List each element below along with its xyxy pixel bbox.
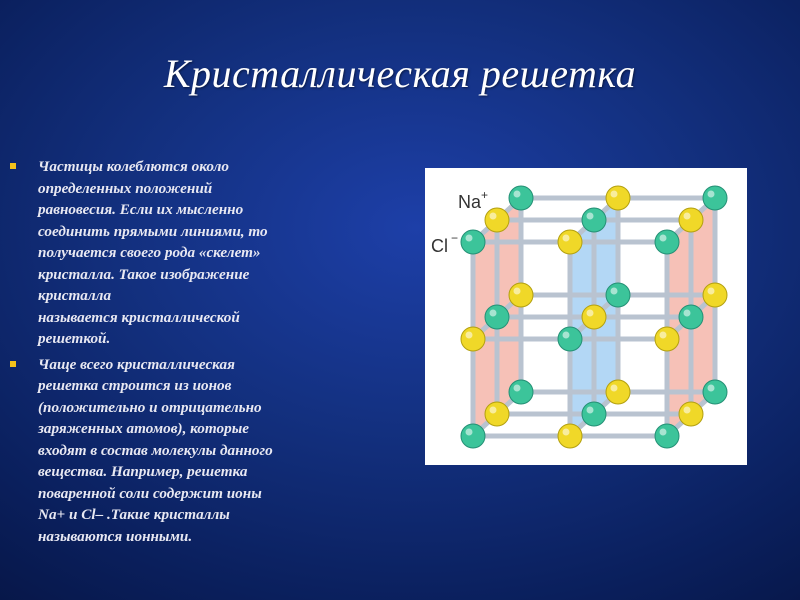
- cl-ion: [703, 380, 727, 404]
- ion-highlight: [611, 191, 618, 198]
- ion-highlight: [563, 332, 570, 339]
- ion-highlight: [660, 235, 667, 242]
- ion-highlight: [611, 288, 618, 295]
- cl-ion: [558, 327, 582, 351]
- cl-ion: [679, 305, 703, 329]
- bullet-marker-icon: [10, 163, 16, 169]
- ion-highlight: [587, 310, 594, 317]
- cl-ion: [655, 230, 679, 254]
- ion-highlight: [684, 213, 691, 220]
- ion-highlight: [490, 213, 497, 220]
- ion-highlight: [563, 235, 570, 242]
- cl-ion: [582, 208, 606, 232]
- bullet-marker-icon: [10, 361, 16, 367]
- na-ion: [558, 230, 582, 254]
- na-ion: [485, 402, 509, 426]
- ion-highlight: [514, 385, 521, 392]
- na-ion: [582, 305, 606, 329]
- legend-na-sup: +: [481, 188, 489, 202]
- na-ion: [606, 186, 630, 210]
- na-ion: [606, 380, 630, 404]
- ion-highlight: [708, 288, 715, 295]
- bullet-text: Частицы колеблются около определенных положений равновесия. Если их мысленно соединить прямыми линиями, то получается своего рода «скелет» кристалла. Такое изображение кристалла называется кристаллической решеткой.: [38, 158, 268, 347]
- cl-ion: [461, 230, 485, 254]
- ion-highlight: [587, 213, 594, 220]
- slide-title: Кристаллическая решетка: [163, 51, 637, 96]
- ion-highlight: [490, 310, 497, 317]
- cl-ion: [606, 283, 630, 307]
- ion-highlight: [563, 429, 570, 436]
- cl-ion: [655, 424, 679, 448]
- cl-ion: [582, 402, 606, 426]
- ion-highlight: [514, 288, 521, 295]
- ion-highlight: [708, 191, 715, 198]
- ion-highlight: [660, 332, 667, 339]
- legend-cl-sup: −: [451, 231, 459, 245]
- na-ion: [461, 327, 485, 351]
- ion-highlight: [490, 407, 497, 414]
- na-ion: [679, 208, 703, 232]
- ion-highlight: [684, 407, 691, 414]
- cl-ion: [703, 186, 727, 210]
- cl-ion: [485, 305, 509, 329]
- ion-highlight: [466, 429, 473, 436]
- ion-highlight: [466, 332, 473, 339]
- nacl-crystal-lattice-figure: [425, 168, 747, 465]
- na-ion: [655, 327, 679, 351]
- cl-ion: [509, 380, 533, 404]
- na-ion: [679, 402, 703, 426]
- ion-highlight: [514, 191, 521, 198]
- na-ion: [558, 424, 582, 448]
- ion-highlight: [466, 235, 473, 242]
- ion-highlight: [684, 310, 691, 317]
- na-ion: [509, 283, 533, 307]
- bullet-text: Чаще всего кристаллическая решетка строится из ионов (положительно и отрицательно заряженных атомов), которые входят в состав молекулы данного вещества. Например, решетка поваренной соли содержит ионы Na+ и Cl– .Такие кристаллы называются ионными.: [38, 355, 273, 545]
- legend-na-label: Na: [458, 192, 482, 212]
- ion-highlight: [660, 429, 667, 436]
- crystal-lattice-diagram: [425, 168, 747, 465]
- na-ion: [485, 208, 509, 232]
- ion-highlight: [708, 385, 715, 392]
- na-ion: [703, 283, 727, 307]
- legend-cl-label: Cl: [431, 236, 448, 256]
- bullet-list: [10, 156, 380, 551]
- bullet-item: [10, 156, 380, 350]
- bullet-item: [10, 354, 380, 548]
- lattice-ions: [461, 186, 727, 448]
- ion-highlight: [587, 407, 594, 414]
- cl-ion: [461, 424, 485, 448]
- cl-ion: [509, 186, 533, 210]
- ion-highlight: [611, 385, 618, 392]
